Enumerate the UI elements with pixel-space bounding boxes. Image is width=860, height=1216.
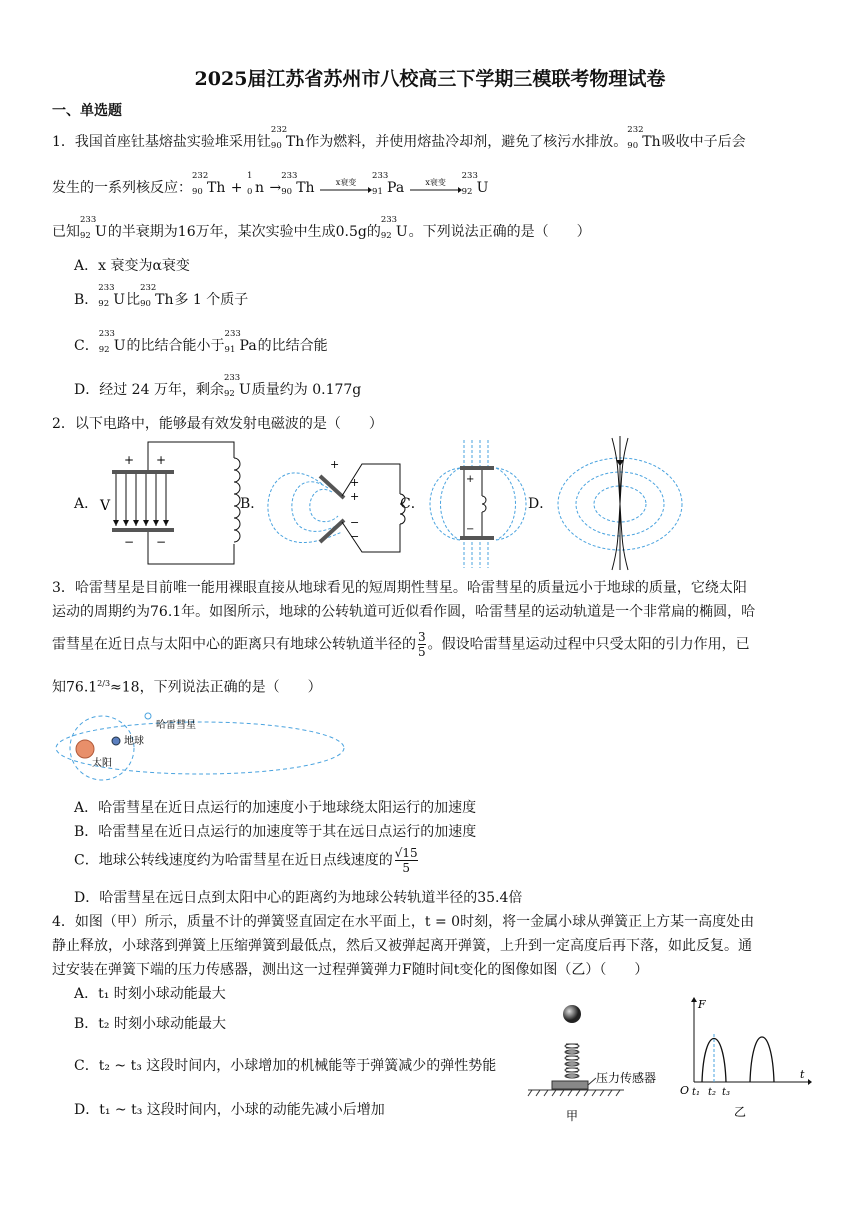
page-title: 2025届江苏省苏州市八校高三下学期三模联考物理试卷 [194,68,666,90]
q3-line4: 知$76.1^{2/3}\approx 18$，下列说法正确的是（ ） [52,679,322,696]
q2-label-d: D． [528,496,554,512]
section-heading: 一、单选题 [52,103,122,119]
svg-text:+: + [466,474,475,485]
q2-stem: 2．以下电路中，能够最有效发射电磁波的是（ ） [52,416,383,432]
q4-option-a: A．t₁ 时刻小球动能最大 [74,986,226,1002]
q1-option-c: C． 233 92 U的比结合能小于 233 91 Pa的比结合能 [74,329,328,355]
q1-option-d: D．经过 24 万年，剩余 233 92 U质量约为 0.177g [74,373,362,399]
svg-text:甲: 甲 [566,1109,579,1123]
q3-line2: 运动的周期约为76.1年。如图所示，地球的公转轨道可近似看作圆，哈雷彗星的运动轨道是一个非常扁的椭圆，哈 [52,604,756,620]
svg-text:−: − [124,535,135,549]
svg-text:哈雷彗星: 哈雷彗星 [156,720,196,731]
q4-line3: 过安装在弹簧下端的压力传感器，测出这一过程弹簧弹力F随时间t变化的图像如图（乙）（ ） [52,962,649,978]
q1-line1: 1．我国首座钍基熔盐实验堆采用钍 232 90 Th作为燃料，并使用熔盐冷却剂，避免了核污水排放。 232 90 Th吸收中子后会 [52,125,746,151]
decay-arrow: x衰变 [320,181,372,195]
circuit-b-diagram [262,436,414,572]
svg-text:−: − [350,516,360,529]
svg-text:+: + [350,476,360,489]
svg-text:地球: 地球 [124,736,144,747]
fraction-three-fifths: $\frac{3}{5}$ [418,630,426,659]
svg-text:−: − [350,530,360,543]
circuit-d-diagram [552,430,692,576]
svg-text:+: + [124,453,135,467]
svg-text:太阳: 太阳 [92,758,112,769]
svg-text:乙: 乙 [734,1105,747,1119]
circuit-c-diagram [424,436,534,572]
svg-text:F: F [698,998,706,1011]
q4-option-d: D．t₁ ~ t₃ 这段时间内，小球的动能先减小后增加 [74,1102,385,1118]
earth-icon [112,737,120,745]
spring-ball-figure [526,1000,686,1128]
svg-text:−: − [156,535,167,549]
ball-icon [563,1005,581,1023]
svg-text:压力传感器: 压力传感器 [596,1071,657,1085]
comet-icon [145,713,151,719]
svg-text:−: − [466,524,475,535]
q4-option-c: C．t₂ ~ t₃ 这段时间内，小球增加的机械能等于弹簧减少的弹性势能 [74,1058,497,1074]
fraction-sqrt15-over-5: $\frac{√15}{5}$ [394,846,418,875]
svg-text:t₃: t₃ [722,1087,731,1098]
q3-option-c: C．地球公转线速度约为哈雷彗星在近日点线速度的 $\frac{√15}{5}$ [74,846,418,875]
q3-option-b: B．哈雷彗星在近日点运行的加速度等于其在远日点运行的加速度 [74,824,477,840]
q3-option-d: D．哈雷彗星在远日点到太阳中心的距离约为地球公转轨道半径的35.4倍 [74,890,523,906]
sun-icon [76,740,94,758]
q1-option-b: B． 233 92 U比 232 90 Th多 1 个质子 [74,283,249,309]
nuclide-th232: 232 90 Th [627,125,661,151]
q4-option-b: B．t₂ 时刻小球动能最大 [74,1016,226,1032]
q1-reaction: 发生的一系列核反应： 232 90 Th + 1 0 n → 233 90 Th x衰变 233 91 Pa x衰变 233 92 U [52,171,489,197]
force-pulse-2 [750,1037,774,1082]
q4-line1: 4．如图（甲）所示，质量不计的弹簧竖直固定在水平面上，t = 0时刻，将一金属小球从弹簧正上方某一高度处由 [52,914,755,930]
q4-line2: 静止释放，小球落到弹簧上压缩弹簧到最低点，然后又被弹起离开弹簧，上升到一定高度后再下落，如此反复。通 [52,938,752,954]
halley-orbit-diagram [54,710,354,788]
q3-line1: 3．哈雷彗星是目前唯一能用裸眼直接从地球看见的短周期性彗星。哈雷彗星的质量远小于地球的质量，它绕太阳 [52,580,747,596]
nuclide-th232: 232 90 Th [270,125,305,151]
svg-text:O: O [680,1084,690,1097]
svg-text:+: + [156,453,167,467]
pressure-sensor [552,1081,588,1089]
q1-option-a: A．x 衰变为α衰变 [74,258,190,274]
q2-label-b: B． [240,496,265,512]
voltage-label: V [100,498,111,514]
circuit-a-diagram [96,436,246,572]
decay-arrow: x衰变 [410,181,462,195]
q3-option-a: A．哈雷彗星在近日点运行的加速度小于地球绕太阳运行的加速度 [74,800,477,816]
q2-label-a: A． [74,496,99,512]
svg-text:t₁: t₁ [692,1087,701,1098]
svg-text:+: + [350,490,360,503]
q1-line3: 已知 233 92 U的半衰期为16万年，某次实验中生成0.5g的 233 92 U。下列说法正确的是（ ） [52,215,591,241]
force-time-graph [676,994,812,1128]
q2-label-c: C． [400,496,425,512]
svg-text:t: t [800,1068,805,1081]
q3-line3: 雷彗星在近日点与太阳中心的距离只有地球公转轨道半径的 $\frac{3}{5}$ 。假设哈雷彗星运动过程中只受太阳的引力作用，已 [52,630,750,659]
svg-text:+: + [330,458,340,471]
svg-text:t₂: t₂ [708,1087,717,1098]
